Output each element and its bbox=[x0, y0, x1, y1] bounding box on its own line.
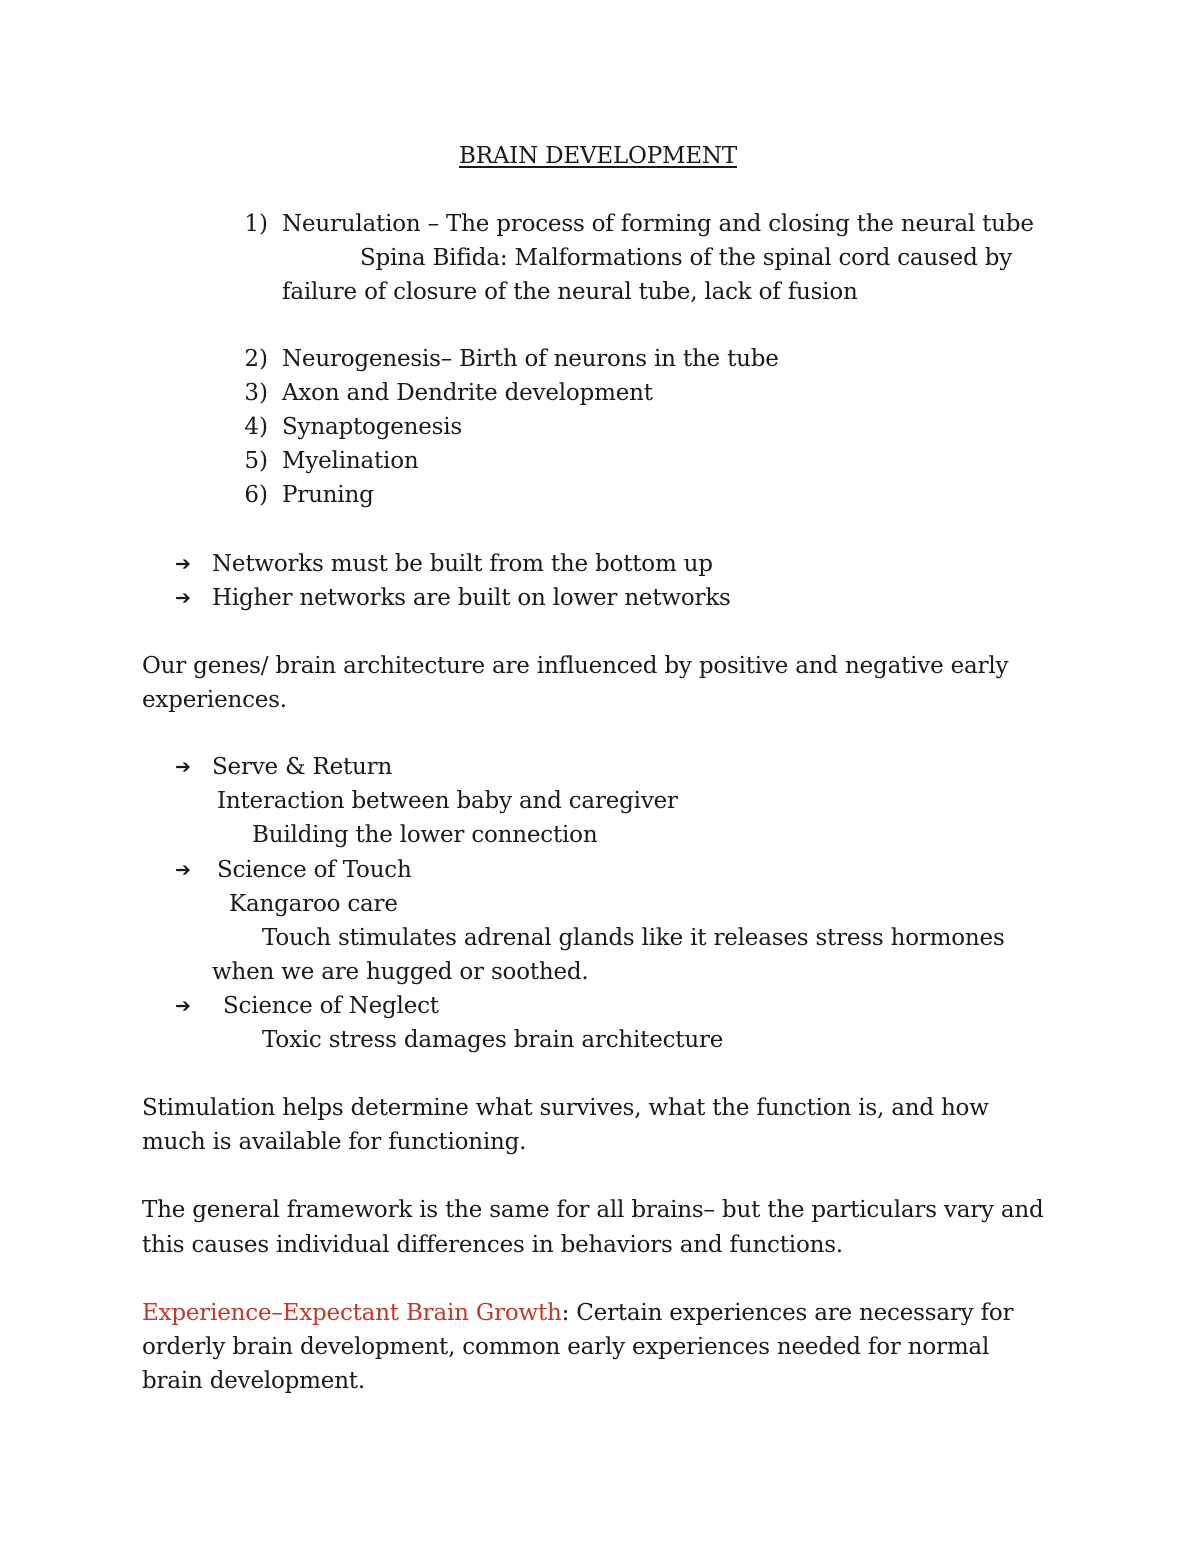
experience-paragraph-line bbox=[142, 1296, 1013, 1330]
framework-paragraph-line: The general framework is the same for all brains– but the particulars vary and bbox=[142, 1197, 1044, 1223]
arrow-bullet-icon: ➔ bbox=[175, 756, 191, 778]
touch-sub: Touch stimulates adrenal glands like it releases stress hormones bbox=[262, 925, 1005, 951]
step-number: 2) bbox=[244, 346, 268, 372]
step-text: Myelination bbox=[282, 448, 419, 474]
touch-sub: when we are hugged or soothed. bbox=[212, 959, 589, 985]
network-bullet: Networks must be built from the bottom up bbox=[212, 551, 713, 577]
experience-term: Experience–Expectant Brain Growth bbox=[142, 1300, 562, 1326]
arrow-bullet-icon: ➔ bbox=[175, 587, 191, 609]
stimulation-paragraph-line: Stimulation helps determine what survives, what the function is, and how bbox=[142, 1095, 989, 1121]
neglect-sub: Toxic stress damages brain architecture bbox=[262, 1027, 724, 1053]
spina-bifida-line1: Spina Bifida: Malformations of the spinal cord caused by bbox=[360, 245, 1013, 271]
touch-label: Science of Touch bbox=[217, 857, 412, 883]
step-number: 3) bbox=[244, 380, 268, 406]
arrow-bullet-icon: ➔ bbox=[175, 553, 191, 575]
serve-return-sub: Building the lower connection bbox=[252, 822, 598, 848]
step-number: 5) bbox=[244, 448, 268, 474]
step-number: 6) bbox=[244, 482, 268, 508]
step-number: 4) bbox=[244, 414, 268, 440]
experience-paragraph-line: brain development. bbox=[142, 1368, 365, 1394]
page-title: BRAIN DEVELOPMENT bbox=[459, 143, 737, 169]
experience-paragraph-line: orderly brain development, common early experiences needed for normal bbox=[142, 1334, 990, 1360]
step-text: Axon and Dendrite development bbox=[282, 380, 653, 406]
step-text: Neurogenesis– Birth of neurons in the tube bbox=[282, 346, 779, 372]
serve-return-label: Serve & Return bbox=[212, 754, 393, 780]
step-number: 1) bbox=[244, 211, 268, 237]
framework-paragraph-line: this causes individual differences in behaviors and functions. bbox=[142, 1232, 843, 1258]
network-bullet: Higher networks are built on lower networks bbox=[212, 585, 731, 611]
genes-paragraph-line: Our genes/ brain architecture are influenced by positive and negative early bbox=[142, 653, 1009, 679]
neglect-label: Science of Neglect bbox=[223, 993, 439, 1019]
arrow-bullet-icon: ➔ bbox=[175, 995, 191, 1017]
step-text: Synaptogenesis bbox=[282, 414, 463, 440]
spina-bifida-line2: failure of closure of the neural tube, lack of fusion bbox=[282, 279, 858, 305]
serve-return-sub: Interaction between baby and caregiver bbox=[217, 788, 678, 814]
experience-definition: : Certain experiences are necessary for bbox=[561, 1300, 1014, 1326]
step-text: Pruning bbox=[282, 482, 374, 508]
stimulation-paragraph-line: much is available for functioning. bbox=[142, 1129, 527, 1155]
step-text: Neurulation – The process of forming and closing the neural tube bbox=[282, 211, 1034, 237]
genes-paragraph-line: experiences. bbox=[142, 687, 287, 713]
touch-sub: Kangaroo care bbox=[229, 891, 398, 917]
arrow-bullet-icon: ➔ bbox=[175, 859, 191, 881]
